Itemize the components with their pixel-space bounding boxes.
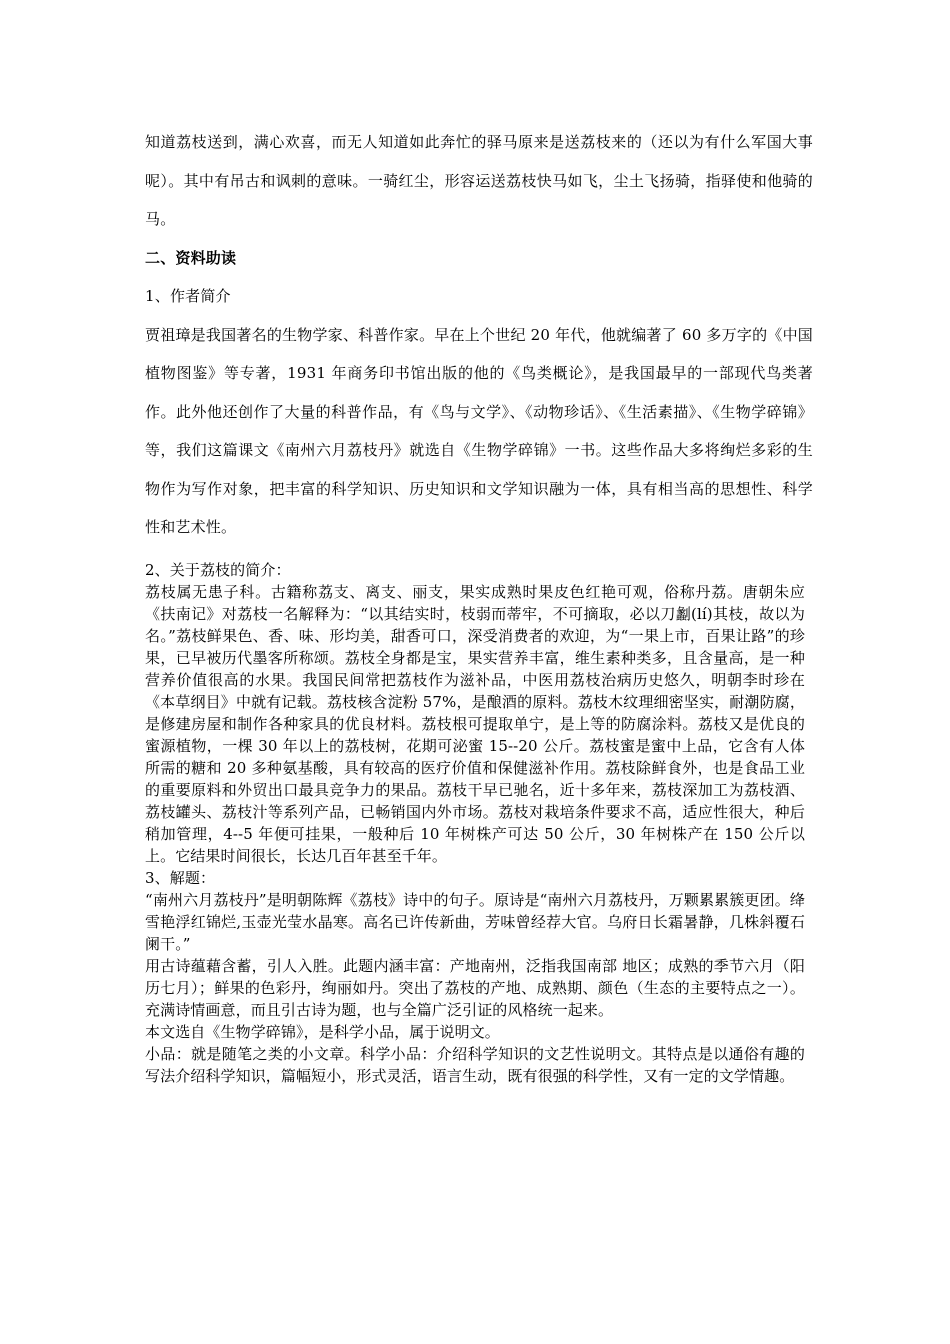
lychee-paragraph: 荔枝属无患子科。古籍称荔支、离支、丽支，果实成熟时果皮色红艳可观，俗称丹荔。唐朝朱应《扶南记》对荔枝一名解释为：“以其结实时，枝弱而蒂牢，不可摘取，必以刀劙(lí)其枝，故以为名。”荔枝鲜果色、香、味、形均美，甜香可口，深受消费者的欢迎，为“一果上市，百果让路”的珍果，已早被历代墨客所称颂。荔枝全身都是宝，果实营养丰富，维生素种类多，且含量高，是一种营养价值很高的水果。我国民间常把荔枝作为滋补品，中医用荔枝治病历史悠久，明朝李时珍在《本草纲目》中就有记载。荔枝核含淀粉 57%，是酿酒的原料。荔枝木纹理细密坚实，耐潮防腐，是修建房屋和制作各种家具的优良材料。荔枝根可提取单宁，是上等的防腐涂料。荔枝又是优良的蜜源植物，一棵 30 年以上的荔枝树，花期可泌蜜 15--20 公斤。荔枝蜜是蜜中上品，它含有人体所需的糖和 20 多种氨基酸，具有较高的医疗价值和保健滋补作用。荔枝除鲜食外，也是食品工业的重要原料和外贸出口最具竞争力的果品。荔枝干早已驰名，近十多年来，荔枝深加工为荔枝酒、荔枝罐头、荔枝汁等系列产品，已畅销国内外市场。荔枝对栽培条件要求不高，适应性很大，种后稍加管理，4--5 年便可挂果，一般种后 10 年树株产可达 50 公斤，30 年树株产在 150 公斤以上。它结果时间很长，长达几百年甚至千年。 (145, 583, 805, 865)
author-heading: 1、作者简介 (145, 287, 231, 305)
title-explain-heading: 3、解题： (145, 869, 216, 887)
lower-section (145, 559, 805, 1087)
author-paragraph: 贾祖璋是我国著名的生物学家、科普作家。早在上个世纪 20 年代，他就编著了 60 多万字的《中国植物图鉴》等专著，1931 年商务印书馆出版的他的《鸟类概论》，是我国最早的一部现代鸟类著作。此外他还创作了大量的科普作品，有《鸟与文学》、《动物珍话》、《生活素描》、《生物学碎锦》等，我们这篇课文《南州六月荔枝丹》就选自《生物学碎锦》一书。这些作品大多将绚烂多彩的生物作为写作对象，把丰富的科学知识、历史知识和文学知识融为一体，具有相当高的思想性、科学性和艺术性。 (145, 325, 813, 536)
definition-paragraph: 小品：就是随笔之类的小文章。科学小品：介绍科学知识的文艺性说明文。其特点是以通俗有趣的写法介绍科学知识，篇幅短小，形式灵活，语言生动，既有很强的科学性，又有一定的文学情趣。 (145, 1045, 805, 1085)
upper-section (145, 123, 813, 547)
poem-paragraph: “南州六月荔枝丹”是明朝陈辉《荔枝》诗中的句子。原诗是“南州六月荔枝丹，万颗累累簇更团。绛雪艳浮红锦烂,玉壶光莹水晶寒。高名已许传新曲，芳味曾经荐大官。乌府日长霜暑静，几株斜覆石阑干。” (145, 891, 805, 953)
source-paragraph: 本文选自《生物学碎锦》，是科学小品，属于说明文。 (145, 1023, 500, 1041)
intro-paragraph: 知道荔枝送到，满心欢喜，而无人知道如此奔忙的驿马原来是送荔枝来的（还以为有什么军国大事呢）。其中有吊古和讽刺的意味。一骑红尘，形容运送荔枝快马如飞，尘土飞扬骑，指驿使和他骑的马。 (145, 133, 813, 228)
section-heading: 二、资料助读 (145, 248, 237, 267)
lychee-heading: 2、关于荔枝的简介： (145, 561, 291, 579)
meaning-paragraph: 用古诗蕴藉含蓄，引人入胜。此题内涵丰富：产地南州，泛指我国南部 地区；成熟的季节六月（阳历七月）；鲜果的色彩丹，绚丽如丹。突出了荔枝的产地、成熟期、颜色（生态的主要特点之一）。充满诗情画意，而且引古诗为题，也与全篇广泛引证的风格统一起来。 (145, 957, 805, 1019)
